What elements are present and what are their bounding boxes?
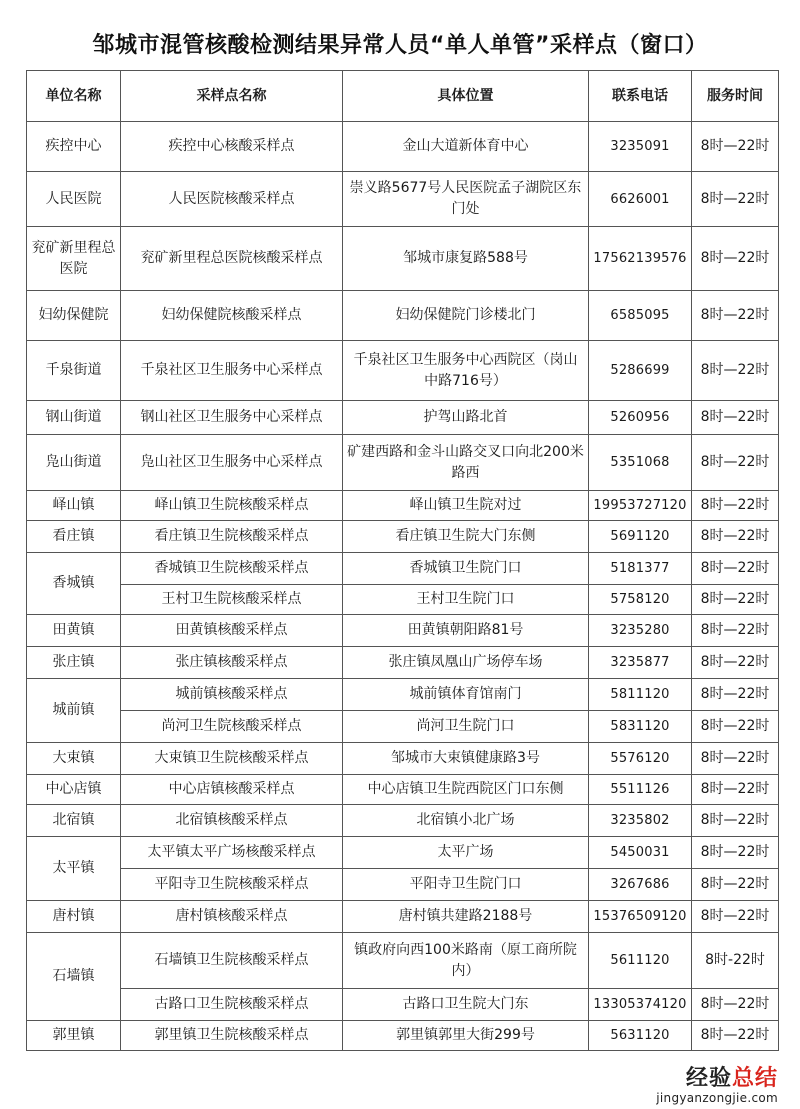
table-body	[27, 122, 779, 1051]
cell-unit: 田黄镇	[27, 615, 121, 647]
cell-unit: 郭里镇	[27, 1021, 121, 1051]
cell-location: 张庄镇凤凰山广场停车场	[343, 647, 589, 679]
cell-hours: 8时—22时	[692, 521, 779, 553]
table-row	[27, 711, 779, 743]
cell-location: 王村卫生院门口	[343, 585, 589, 615]
cell-phone: 5576120	[589, 743, 692, 775]
watermark-brand-part1: 经验	[685, 1066, 732, 1091]
cell-phone: 5758120	[589, 585, 692, 615]
table-row	[27, 341, 779, 401]
table-row	[27, 172, 779, 227]
cell-phone: 5811120	[589, 679, 692, 711]
table-row	[27, 491, 779, 521]
cell-site: 人民医院核酸采样点	[121, 172, 343, 227]
cell-hours: 8时-22时	[692, 933, 779, 989]
header-phone: 联系电话	[589, 71, 692, 122]
cell-hours: 8时—22时	[692, 291, 779, 341]
cell-hours: 8时—22时	[692, 805, 779, 837]
cell-site: 唐村镇核酸采样点	[121, 901, 343, 933]
cell-site: 太平镇太平广场核酸采样点	[121, 837, 343, 869]
cell-site: 兖矿新里程总医院核酸采样点	[121, 227, 343, 291]
cell-location: 中心店镇卫生院西院区门口东侧	[343, 775, 589, 805]
cell-phone: 3235091	[589, 122, 692, 172]
cell-site: 古路口卫生院核酸采样点	[121, 989, 343, 1021]
cell-unit: 兖矿新里程总医院	[27, 227, 121, 291]
cell-unit: 中心店镇	[27, 775, 121, 805]
cell-location: 城前镇体育馆南门	[343, 679, 589, 711]
cell-location: 金山大道新体育中心	[343, 122, 589, 172]
watermark-brand	[656, 1067, 778, 1091]
cell-hours: 8时—22时	[692, 1021, 779, 1051]
table-row	[27, 933, 779, 989]
cell-location: 崇义路5677号人民医院孟子湖院区东门处	[343, 172, 589, 227]
cell-unit: 凫山街道	[27, 435, 121, 491]
table-row	[27, 521, 779, 553]
cell-phone: 5450031	[589, 837, 692, 869]
cell-site: 王村卫生院核酸采样点	[121, 585, 343, 615]
cell-location: 平阳寺卫生院门口	[343, 869, 589, 901]
table-row	[27, 901, 779, 933]
cell-location: 古路口卫生院大门东	[343, 989, 589, 1021]
header-unit: 单位名称	[27, 71, 121, 122]
table-row	[27, 647, 779, 679]
cell-location: 镇政府向西100米路南（原工商所院内）	[343, 933, 589, 989]
cell-unit: 千泉街道	[27, 341, 121, 401]
cell-location: 尚河卫生院门口	[343, 711, 589, 743]
cell-phone: 17562139576	[589, 227, 692, 291]
cell-phone: 6626001	[589, 172, 692, 227]
cell-site: 香城镇卫生院核酸采样点	[121, 553, 343, 585]
cell-hours: 8时—22时	[692, 647, 779, 679]
cell-unit: 疾控中心	[27, 122, 121, 172]
cell-hours: 8时—22时	[692, 585, 779, 615]
cell-location: 千泉社区卫生服务中心西院区（岗山中路716号）	[343, 341, 589, 401]
cell-unit: 妇幼保健院	[27, 291, 121, 341]
cell-phone: 5286699	[589, 341, 692, 401]
cell-phone: 3235802	[589, 805, 692, 837]
cell-phone: 3267686	[589, 869, 692, 901]
cell-unit: 香城镇	[27, 553, 121, 615]
cell-unit: 张庄镇	[27, 647, 121, 679]
cell-phone: 15376509120	[589, 901, 692, 933]
cell-site: 看庄镇卫生院核酸采样点	[121, 521, 343, 553]
cell-location: 田黄镇朝阳路81号	[343, 615, 589, 647]
cell-location: 矿建西路和金斗山路交叉口向北200米路西	[343, 435, 589, 491]
cell-hours: 8时—22时	[692, 401, 779, 435]
cell-unit: 大束镇	[27, 743, 121, 775]
cell-site: 北宿镇核酸采样点	[121, 805, 343, 837]
cell-hours: 8时—22时	[692, 711, 779, 743]
cell-unit: 太平镇	[27, 837, 121, 901]
cell-phone: 5511126	[589, 775, 692, 805]
cell-unit: 看庄镇	[27, 521, 121, 553]
cell-location: 郭里镇郭里大街299号	[343, 1021, 589, 1051]
table-row	[27, 679, 779, 711]
cell-site: 张庄镇核酸采样点	[121, 647, 343, 679]
cell-unit: 人民医院	[27, 172, 121, 227]
cell-hours: 8时—22时	[692, 122, 779, 172]
cell-site: 妇幼保健院核酸采样点	[121, 291, 343, 341]
cell-phone: 6585095	[589, 291, 692, 341]
cell-hours: 8时—22时	[692, 341, 779, 401]
cell-phone: 5351068	[589, 435, 692, 491]
table-row	[27, 291, 779, 341]
cell-hours: 8时—22时	[692, 227, 779, 291]
cell-site: 中心店镇核酸采样点	[121, 775, 343, 805]
table-row	[27, 585, 779, 615]
cell-location: 太平广场	[343, 837, 589, 869]
table-row	[27, 989, 779, 1021]
cell-hours: 8时—22时	[692, 869, 779, 901]
table-row	[27, 227, 779, 291]
cell-unit: 城前镇	[27, 679, 121, 743]
table-row	[27, 743, 779, 775]
cell-site: 峄山镇卫生院核酸采样点	[121, 491, 343, 521]
header-hours: 服务时间	[692, 71, 779, 122]
table-header	[27, 71, 779, 122]
cell-phone: 5611120	[589, 933, 692, 989]
cell-hours: 8时—22时	[692, 901, 779, 933]
cell-phone: 5260956	[589, 401, 692, 435]
cell-site: 郭里镇卫生院核酸采样点	[121, 1021, 343, 1051]
cell-hours: 8时—22时	[692, 615, 779, 647]
header-site: 采样点名称	[121, 71, 343, 122]
cell-site: 田黄镇核酸采样点	[121, 615, 343, 647]
cell-unit: 北宿镇	[27, 805, 121, 837]
cell-unit: 峄山镇	[27, 491, 121, 521]
cell-site: 石墙镇卫生院核酸采样点	[121, 933, 343, 989]
cell-hours: 8时—22时	[692, 775, 779, 805]
cell-phone: 5691120	[589, 521, 692, 553]
cell-phone: 3235280	[589, 615, 692, 647]
cell-site: 疾控中心核酸采样点	[121, 122, 343, 172]
cell-site: 城前镇核酸采样点	[121, 679, 343, 711]
table-row	[27, 615, 779, 647]
cell-phone: 5181377	[589, 553, 692, 585]
cell-location: 邹城市康复路588号	[343, 227, 589, 291]
cell-location: 护驾山路北首	[343, 401, 589, 435]
watermark-logo	[656, 1067, 778, 1105]
cell-hours: 8时—22时	[692, 679, 779, 711]
table-row	[27, 1021, 779, 1051]
cell-hours: 8时—22时	[692, 837, 779, 869]
cell-hours: 8时—22时	[692, 491, 779, 521]
cell-site: 钢山社区卫生服务中心采样点	[121, 401, 343, 435]
table-row	[27, 435, 779, 491]
table-row	[27, 401, 779, 435]
header-row	[27, 71, 779, 122]
cell-phone: 5831120	[589, 711, 692, 743]
cell-unit: 钢山街道	[27, 401, 121, 435]
cell-location: 北宿镇小北广场	[343, 805, 589, 837]
header-location: 具体位置	[343, 71, 589, 122]
cell-phone: 5631120	[589, 1021, 692, 1051]
cell-location: 妇幼保健院门诊楼北门	[343, 291, 589, 341]
table-row	[27, 837, 779, 869]
cell-site: 千泉社区卫生服务中心采样点	[121, 341, 343, 401]
cell-phone: 19953727120	[589, 491, 692, 521]
cell-unit: 石墙镇	[27, 933, 121, 1021]
table-row	[27, 122, 779, 172]
cell-location: 峄山镇卫生院对过	[343, 491, 589, 521]
cell-site: 平阳寺卫生院核酸采样点	[121, 869, 343, 901]
cell-hours: 8时—22时	[692, 553, 779, 585]
cell-phone: 3235877	[589, 647, 692, 679]
watermark-url: jingyanzongjie.com	[656, 1091, 778, 1105]
cell-location: 唐村镇共建路2188号	[343, 901, 589, 933]
sampling-sites-table	[26, 70, 779, 1051]
cell-location: 邹城市大束镇健康路3号	[343, 743, 589, 775]
cell-site: 尚河卫生院核酸采样点	[121, 711, 343, 743]
table-row	[27, 553, 779, 585]
cell-site: 大束镇卫生院核酸采样点	[121, 743, 343, 775]
table-row	[27, 869, 779, 901]
cell-hours: 8时—22时	[692, 743, 779, 775]
watermark-brand-part2: 总结	[731, 1066, 778, 1091]
cell-phone: 13305374120	[589, 989, 692, 1021]
table-row	[27, 805, 779, 837]
cell-hours: 8时—22时	[692, 989, 779, 1021]
cell-hours: 8时—22时	[692, 172, 779, 227]
table-row	[27, 775, 779, 805]
cell-location: 看庄镇卫生院大门东侧	[343, 521, 589, 553]
page-title: 邹城市混管核酸检测结果异常人员“单人单管”采样点（窗口）	[92, 33, 708, 58]
cell-location: 香城镇卫生院门口	[343, 553, 589, 585]
cell-hours: 8时—22时	[692, 435, 779, 491]
cell-site: 凫山社区卫生服务中心采样点	[121, 435, 343, 491]
cell-unit: 唐村镇	[27, 901, 121, 933]
